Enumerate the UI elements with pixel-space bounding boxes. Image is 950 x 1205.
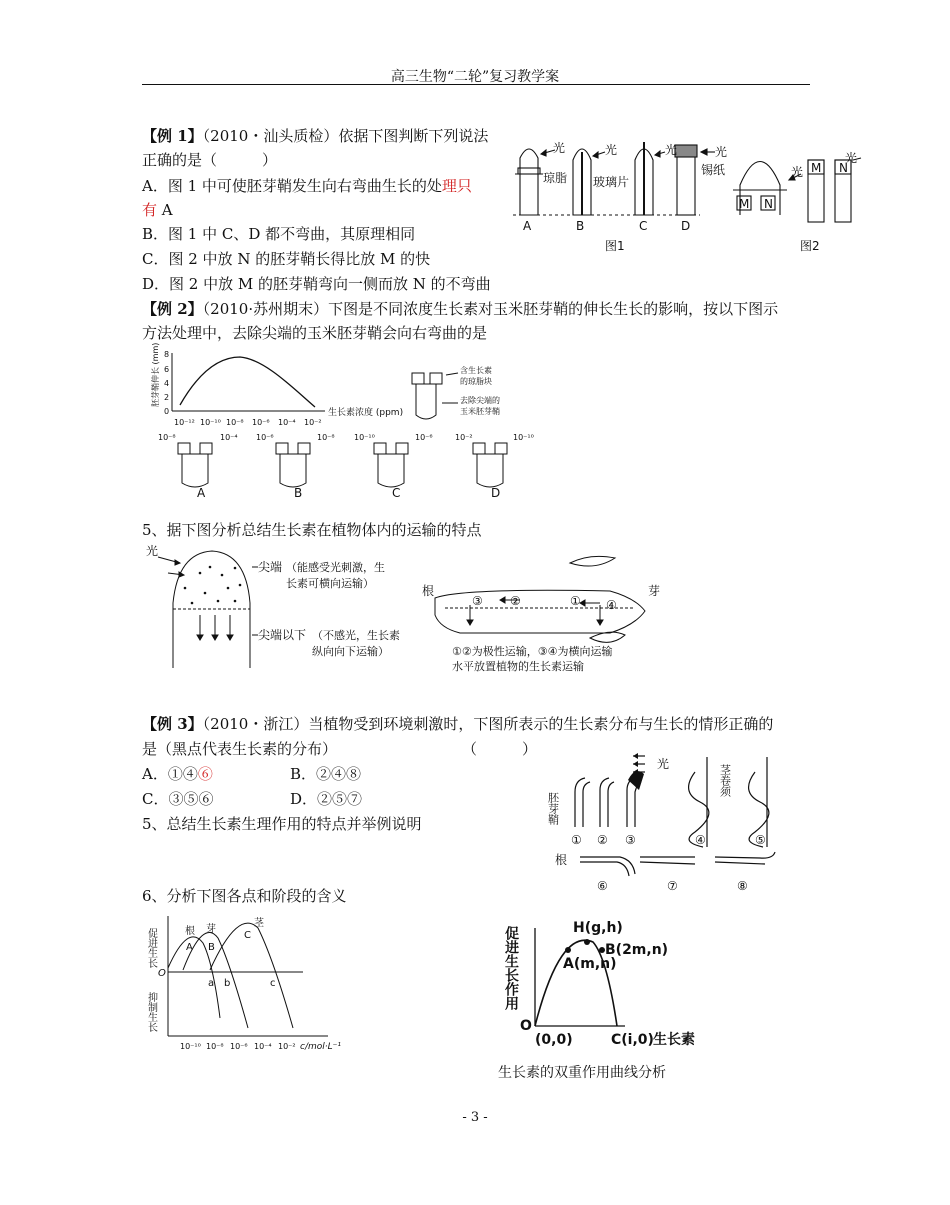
ex2-ytick-2: 2: [164, 393, 170, 402]
ex1-option-a-red1: 理只: [441, 177, 472, 195]
q6-curve-stem: [210, 923, 293, 1028]
ex2-opt-a-right: 10⁻⁴: [220, 433, 238, 442]
q6-left-stem: 茎: [254, 918, 264, 929]
ex2-opt-d-letter: D: [491, 486, 501, 500]
ex2-xtick-4: 10⁻⁶: [252, 418, 270, 427]
ex1-label-b: B: [576, 219, 585, 233]
ex1-foil-d: [675, 145, 697, 157]
q6-right-A: A(m,n): [563, 956, 617, 972]
ex2-setup-a: [178, 443, 212, 487]
ex3-label-1: ①: [571, 833, 582, 847]
q5a-below: 尖端以下: [258, 628, 307, 642]
q6-left-xtick-5: 10⁻²: [278, 1042, 296, 1051]
ex2-opt-c-right: 10⁻⁶: [415, 433, 433, 442]
ex3-coleoptile-3-dark: [628, 771, 644, 790]
ex3-label-2: ②: [597, 833, 608, 847]
ex1-coleoptile-d: [677, 150, 695, 215]
q5a-text: 5、据下图分析总结生长素在植物体内的运输的特点: [142, 521, 482, 539]
q5a-tip-note-1: （能感受光刺激，生: [286, 561, 385, 574]
q6-left-b: b: [224, 978, 231, 989]
ex3-figure: [545, 752, 800, 892]
ex2-xtick-5: 10⁻⁴: [278, 418, 296, 427]
q6-left-xtick-4: 10⁻⁴: [254, 1042, 272, 1051]
q5a-below-note-2: 纵向向下运输）: [312, 645, 389, 658]
ex1-label-c: C: [639, 219, 648, 233]
ex2-line1: [142, 299, 778, 319]
ex1-m-text: M: [739, 197, 750, 211]
ex1-stem-a: 依据下图判断下列说法: [338, 127, 489, 145]
ex3-label-3: ③: [625, 833, 636, 847]
ex2-opt-d-left: 10⁻²: [455, 433, 473, 442]
q5a-bud: 芽: [648, 584, 661, 598]
q6-right-caption: 生长素的双重作用曲线分析: [498, 1065, 666, 1081]
ex1-coleoptile-a: [520, 149, 538, 215]
q6-left-c: c: [270, 978, 276, 989]
ex2-line1-text: （2010·苏州期末）下图是不同浓度生长素对玉米胚芽鞘的伸长生长的影响，按以下图示: [202, 300, 779, 318]
q5a-leaf: [570, 556, 615, 566]
ex1-option-a-line2: [142, 200, 173, 220]
ex3-light: 光: [657, 757, 670, 771]
ex3-tendril-label: 茎卷须: [718, 764, 732, 797]
q6-left-inhibit: 抑制生长: [145, 992, 157, 1032]
q5a-note-2: 水平放置植物的生长素运输: [452, 660, 584, 673]
q6-left-xtick-3: 10⁻⁶: [230, 1042, 248, 1051]
q6-left-A: A: [186, 942, 193, 953]
q6-left-xtick-1: 10⁻¹⁰: [180, 1042, 201, 1051]
ex2-setup-c: [374, 443, 408, 487]
ex3-label-5: ⑤: [755, 833, 766, 847]
q6-point-h: [584, 939, 590, 945]
ex2-setup-d: [473, 443, 507, 487]
ex2-figure: [150, 342, 540, 510]
ex1-agar-a: [518, 168, 540, 174]
q6-left-root: 根: [185, 926, 195, 937]
ex1-light-fig2b: 光: [845, 151, 858, 165]
ex1-figure: [505, 130, 860, 255]
ex3-label-4: ④: [695, 833, 706, 847]
q5a-leaf2: [590, 632, 625, 642]
ex3-label-8: ⑧: [737, 879, 748, 893]
q6-left-promote: 促进生长: [145, 928, 157, 968]
ex1-option-a-red2: 有: [142, 201, 158, 219]
ex2-opt-a-left: 10⁻⁸: [158, 433, 176, 442]
ex2-curve: [180, 357, 315, 407]
q5a-n2: ②: [510, 594, 521, 608]
ex1-light-a: 光: [553, 141, 566, 155]
ex1-option-a-text: A．图 1 中可使胚芽鞘发生向右弯曲生长的处: [142, 177, 442, 195]
ex1-option-a-tail: A: [157, 201, 173, 219]
q6-right-ylabel: 促进生长作用: [503, 926, 519, 1010]
ex3-label-6: ⑥: [597, 879, 608, 893]
q6-left-origin: O: [158, 968, 166, 979]
ex1-stem-b: 正确的是（ ）: [142, 151, 278, 169]
q6-point-a: [565, 947, 571, 953]
ex2-xtick-1: 10⁻¹²: [174, 418, 195, 427]
q6-right-origin: (0,0): [535, 1032, 573, 1048]
ex3-title-bracket: 【例 3】: [142, 715, 203, 733]
ex2-ytick-0: 0: [164, 407, 170, 416]
ex2-opt-d-right: 10⁻¹⁰: [513, 433, 534, 442]
page-header-title: 高三生物“二轮”复习教学案: [390, 69, 560, 85]
ex3-option-d: D．②⑤⑦: [290, 790, 363, 808]
ex1-fig2-caption: 图2: [800, 239, 820, 253]
q6-left-a: a: [208, 978, 215, 989]
ex1-label-a: A: [523, 219, 532, 233]
ex1-agar-label: 琼脂: [543, 171, 568, 185]
ex1-n-text2: N: [839, 161, 848, 175]
ex3-option-a-red: ⑥: [197, 765, 213, 783]
ex3-root-label: 根: [555, 853, 568, 867]
ex1-option-d: D．图 2 中放 M 的胚芽鞘弯向一侧而放 N 的不弯曲: [142, 275, 491, 293]
ex1-label-d: D: [681, 219, 691, 233]
q5a-n1: ①: [570, 594, 581, 608]
q5a-n3: ③: [472, 594, 483, 608]
ex2-xtick-2: 10⁻¹⁰: [200, 418, 221, 427]
q6-left-xunit: c/mol·L⁻¹: [300, 1042, 341, 1052]
ex1-m-text2: M: [811, 161, 822, 175]
ex1-glass-label: 玻璃片: [593, 175, 630, 189]
ex2-opt-c-left: 10⁻¹⁰: [354, 433, 375, 442]
ex1-option-a-line1: [142, 176, 472, 196]
q6-right-B: B(2m,n): [605, 942, 669, 958]
ex1-title-bracket: 【例 1】: [142, 127, 203, 145]
ex2-opt-b-left: 10⁻⁶: [256, 433, 274, 442]
ex3-line1: [142, 714, 773, 734]
ex2-ytick-8: 8: [164, 350, 170, 359]
ex1-source: （2010・汕头质检）: [202, 127, 339, 145]
ex2-legend-block-1: 含生长素: [460, 366, 492, 375]
q6-left-bud: 芽: [206, 924, 216, 935]
ex2-xtick-3: 10⁻⁸: [226, 418, 244, 427]
q6-left-figure: [145, 908, 348, 1053]
q6-right-H: H(g,h): [573, 920, 623, 936]
q5a-light: 光: [146, 544, 159, 558]
ex1-light-d: 光: [715, 145, 728, 159]
ex2-xtick-6: 10⁻²: [304, 418, 322, 427]
ex3-label-7: ⑦: [667, 879, 678, 893]
ex2-xlabel: 生长素浓度 (ppm): [328, 408, 404, 418]
ex2-title-bracket: 【例 2】: [142, 300, 203, 318]
ex2-legend-coleoptile-1: 去除尖端的: [460, 396, 500, 405]
q5b-text: 5、总结生长素生理作用的特点并举例说明: [142, 815, 422, 833]
q6-left-C: C: [244, 930, 251, 941]
ex2-legend-coleoptile-2: 玉米胚芽鞘: [460, 407, 500, 416]
q5a-figure: [140, 543, 660, 675]
ex2-opt-b-letter: B: [294, 486, 303, 500]
ex1-light-b: 光: [605, 143, 618, 157]
ex1-option-b: B．图 1 中 C、D 都不弯曲，其原理相同: [142, 225, 416, 243]
ex2-opt-c-letter: C: [392, 486, 401, 500]
q6-right-O: O: [520, 1018, 532, 1034]
q6-right-figure: [505, 908, 705, 1058]
ex2-ytick-4: 4: [164, 379, 170, 388]
page-number: - 3 -: [462, 1110, 488, 1125]
ex3-option-a-text: A．①④: [142, 765, 198, 783]
header-rule: [142, 84, 810, 85]
ex1-n-text: N: [764, 197, 773, 211]
q6-right-C: C(i,0): [611, 1032, 654, 1048]
q5a-below-note-1: （不感光，生长素: [312, 629, 400, 642]
q5a-note-1: ①②为极性运输，③④为横向运输: [452, 645, 613, 658]
ex1-line1: [142, 126, 488, 146]
ex3-blank: （ ）: [462, 740, 538, 758]
ex2-opt-a-letter: A: [197, 486, 206, 500]
q5a-root: 根: [422, 584, 435, 598]
q5a-n4: ④: [606, 598, 617, 612]
ex2-legend-block-2: 的琼脂块: [460, 377, 492, 386]
ex1-option-c: C．图 2 中放 N 的胚芽鞘长得比放 M 的快: [142, 250, 431, 268]
q6-left-xtick-2: 10⁻⁸: [206, 1042, 224, 1051]
ex3-option-b: B．②④⑧: [290, 765, 362, 783]
ex2-ylabel: 胚芽鞘伸长 (mm): [151, 342, 160, 407]
q6-right-xlabel: 生长素: [653, 1032, 695, 1048]
ex2-opt-b-right: 10⁻⁸: [317, 433, 335, 442]
ex1-foil-label: 锡纸: [701, 163, 726, 177]
ex3-coleoptile-label: 胚芽鞘: [546, 792, 560, 825]
ex3-option-c: C．③⑤⑥: [142, 790, 214, 808]
ex3-line1-text: （2010・浙江）当植物受到环境刺激时，下图所表示的生长素分布与生长的情形正确的: [202, 715, 774, 733]
q6-left-B: B: [208, 942, 215, 953]
ex3-option-a: [142, 764, 213, 784]
ex2-line2: 方法处理中，去除尖端的玉米胚芽鞘会向右弯曲的是: [142, 324, 488, 342]
ex3-line2: 是（黑点代表生长素的分布）: [142, 740, 338, 758]
ex2-setup-b: [276, 443, 310, 487]
ex2-ytick-6: 6: [164, 365, 170, 374]
ex1-fig1-caption: 图1: [605, 239, 625, 253]
ex1-light-c: 光: [665, 143, 678, 157]
q5a-tip: 尖端: [258, 560, 283, 574]
ex1-light-fig2a: 光: [791, 165, 804, 179]
q5a-tip-note-2: 长素可横向运输）: [286, 577, 374, 590]
q6-text: 6、分析下图各点和阶段的含义: [142, 887, 347, 905]
